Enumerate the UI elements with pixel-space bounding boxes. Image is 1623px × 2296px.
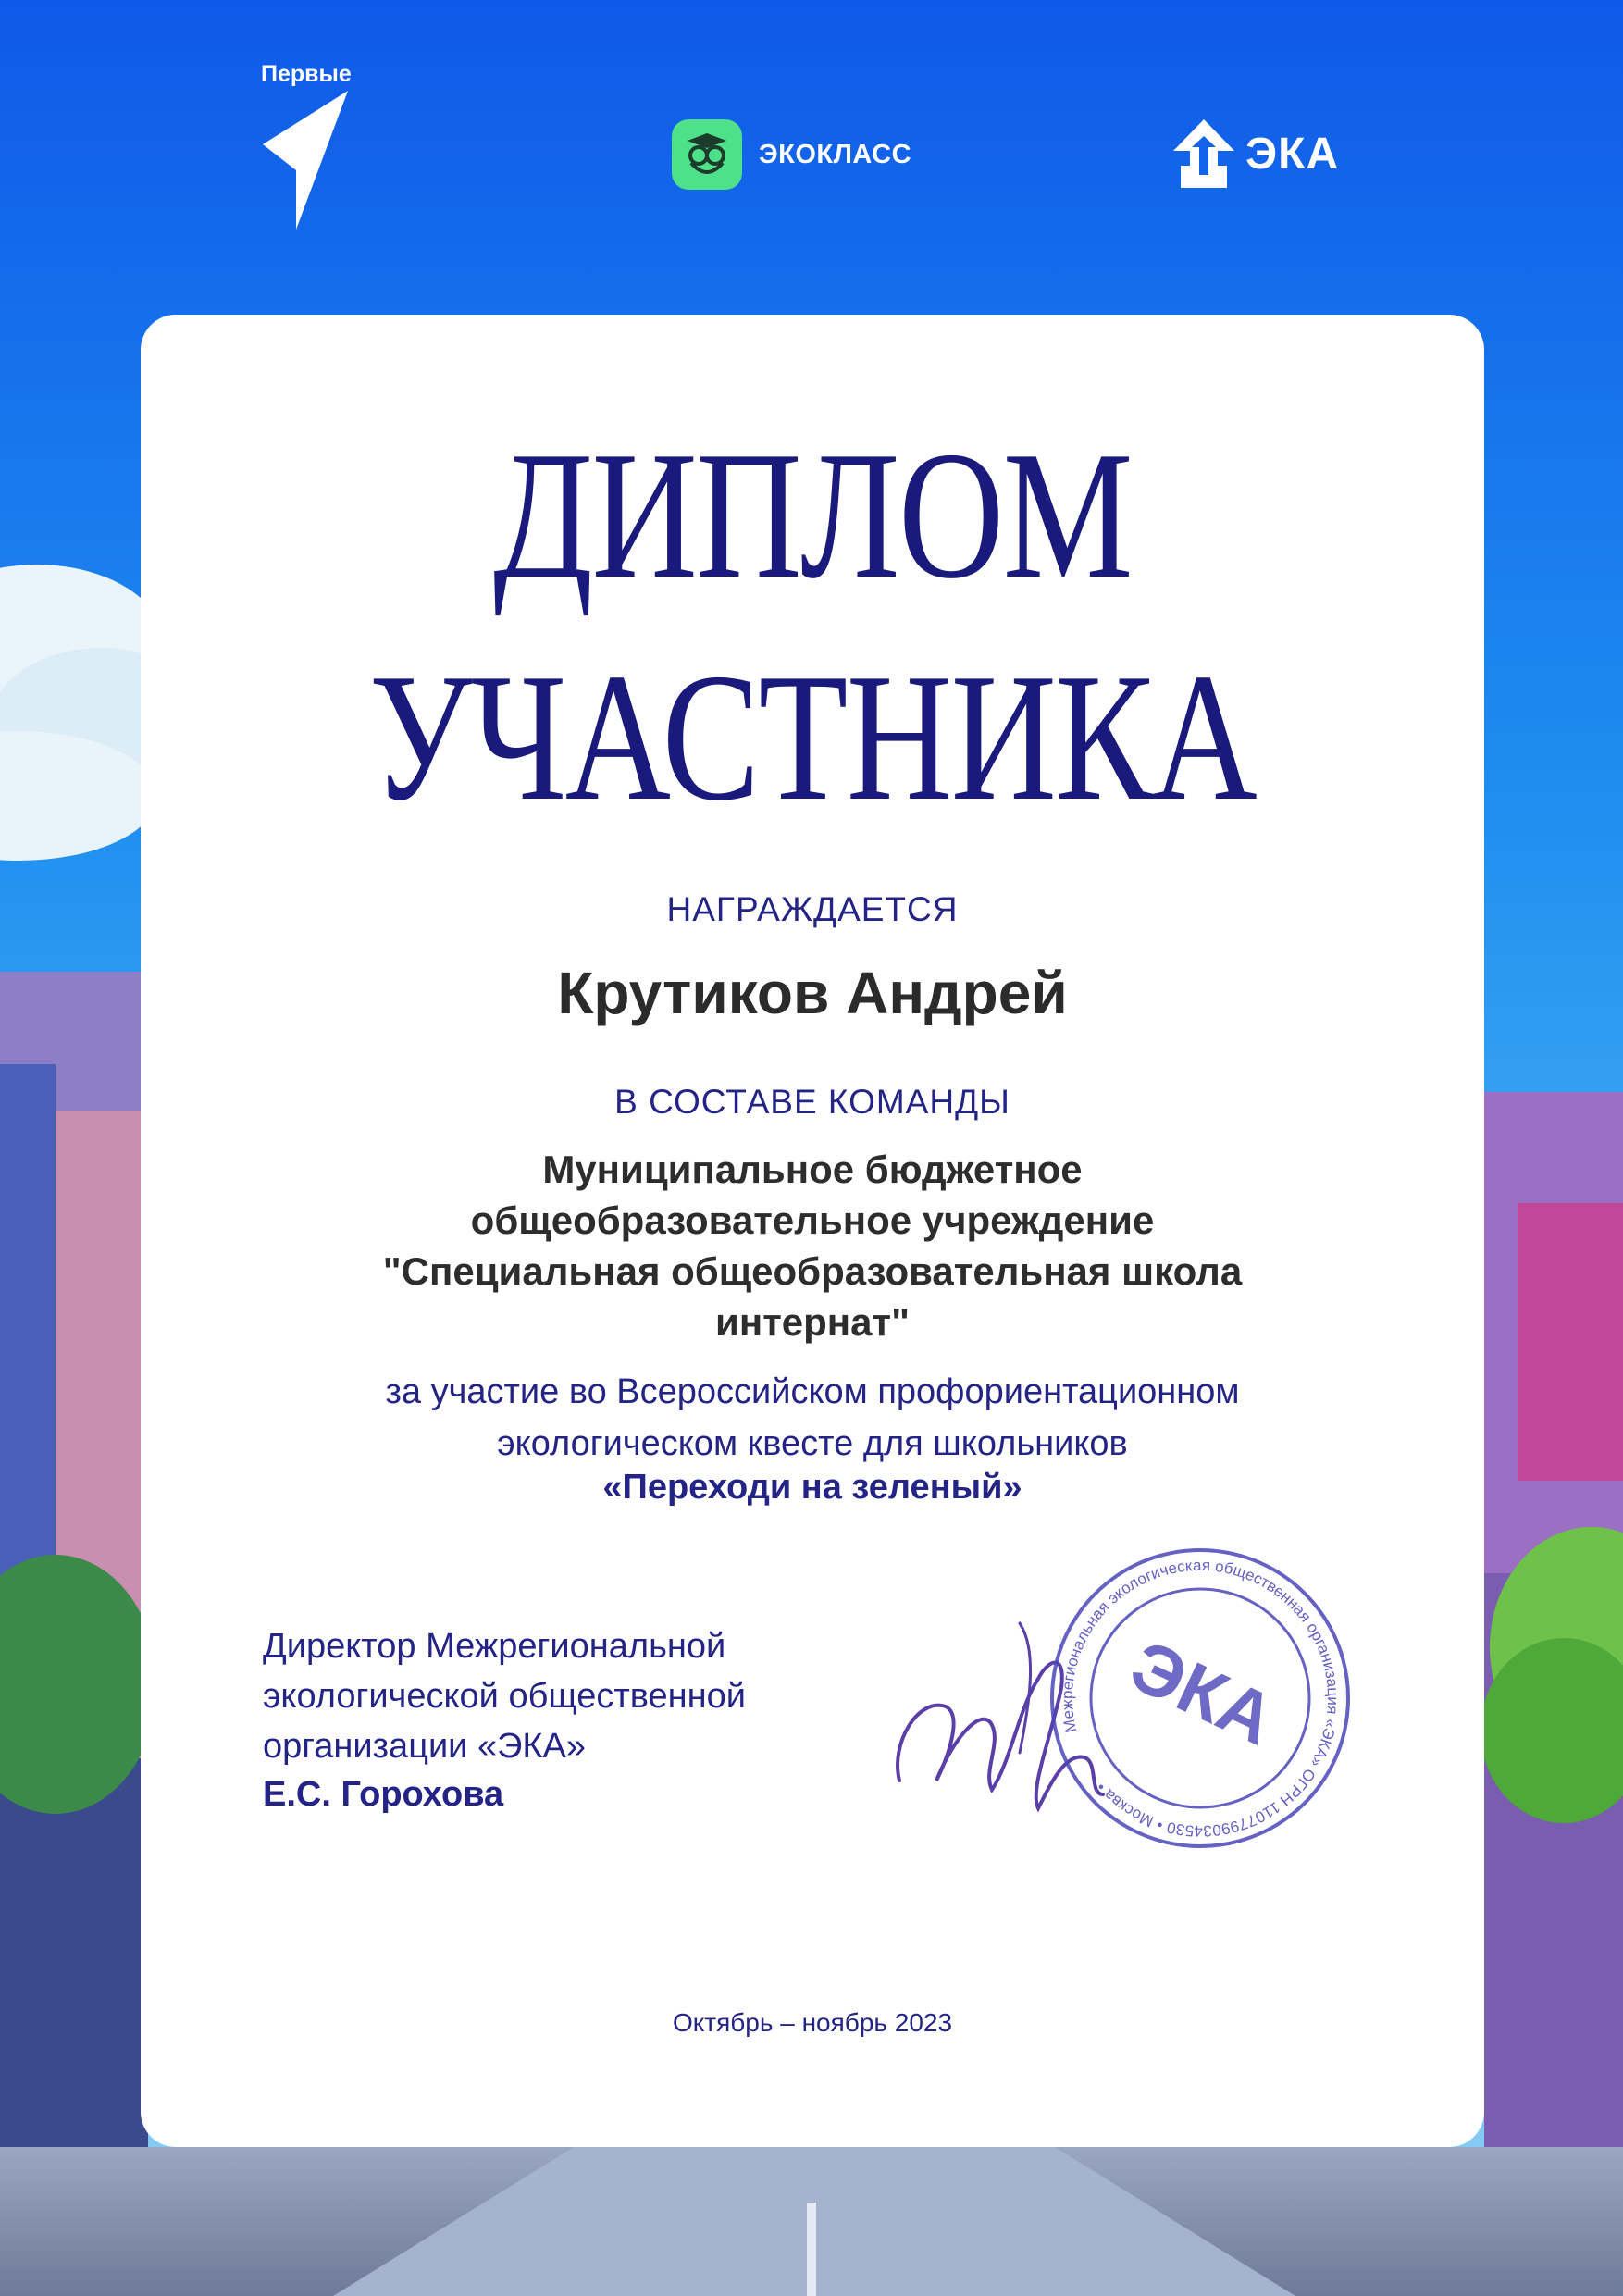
school-line: "Специальная общеобразовательная школа xyxy=(382,1249,1243,1293)
description-line: экологическом квесте для школьников xyxy=(497,1424,1128,1463)
pervye-logo xyxy=(259,57,361,233)
description-line: за участие во Всероссийском профориентационном xyxy=(385,1372,1240,1411)
awarded-label: НАГРАЖДАЕТСЯ xyxy=(666,890,959,928)
team-label: В СОСТАВЕ КОМАНДЫ xyxy=(614,1083,1010,1121)
recipient-name: Крутиков Андрей xyxy=(557,960,1068,1026)
pervye-logo-text: Первые xyxy=(261,61,352,87)
diploma-title-line2: УЧАСТНИКА xyxy=(368,636,1257,838)
pervye-arrow-icon xyxy=(259,91,352,230)
ekoklass-logo-text: ЭКОКЛАСС xyxy=(759,139,912,169)
signer-title-line: организации «ЭКА» xyxy=(263,1727,587,1766)
diploma-title-line1: ДИПЛОМ xyxy=(493,414,1132,616)
ekoklass-logo xyxy=(672,118,911,191)
eka-logo xyxy=(1171,117,1339,191)
participation-description xyxy=(141,1366,1484,1470)
diploma-card xyxy=(141,315,1484,2147)
eka-logo-text: ЭКА xyxy=(1245,129,1340,179)
event-date: Октябрь – ноябрь 2023 xyxy=(672,2008,953,2037)
signer-title xyxy=(263,1621,746,1771)
school-line: общеобразовательное учреждение xyxy=(470,1198,1155,1242)
school-line: Муниципальное бюджетное xyxy=(542,1148,1083,1191)
quest-name: «Переходи на зеленый» xyxy=(602,1468,1022,1507)
eka-tree-icon xyxy=(1171,118,1236,190)
signer-title-line: экологической общественной xyxy=(263,1677,746,1716)
owl-icon xyxy=(672,119,742,190)
signer-title-line: Директор Межрегиональной xyxy=(263,1627,726,1666)
school-name xyxy=(141,1144,1484,1347)
organization-stamp xyxy=(1047,1545,1353,1851)
school-line: интернат" xyxy=(715,1300,910,1344)
signer-name: Е.С. Горохова xyxy=(263,1775,504,1814)
stamp-ring-text: Межрегиональная экологическая общественная организация «ЭКА» ОГРН 1107799034530 • Москва • xyxy=(1058,1556,1343,1841)
stamp-center-text: ЭКА xyxy=(1119,1624,1287,1761)
